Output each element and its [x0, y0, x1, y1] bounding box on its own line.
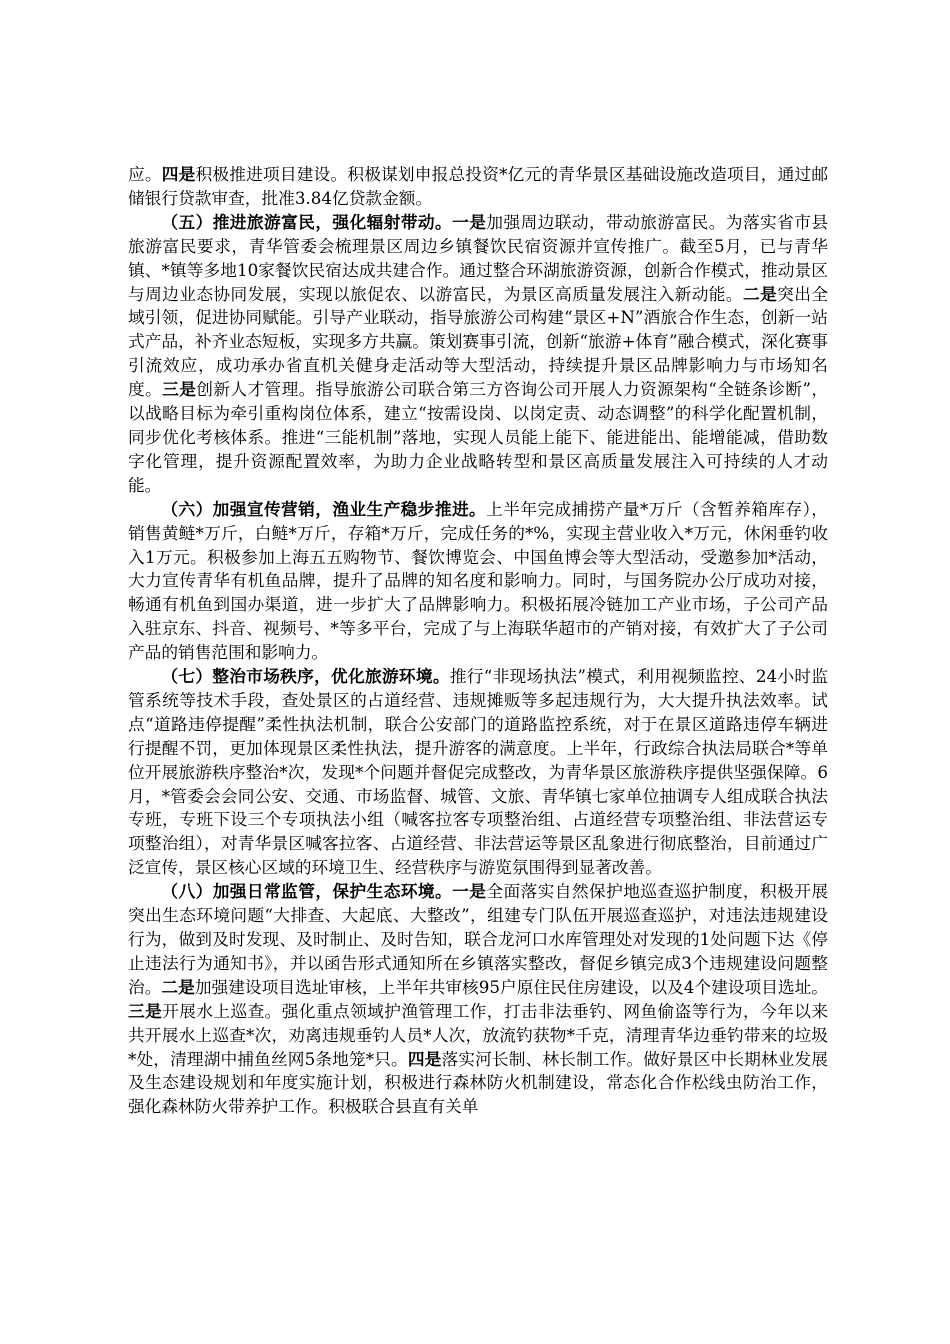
bold-run: 一是 — [452, 211, 487, 232]
bold-run: 二是 — [742, 283, 778, 304]
bold-run: （七）整治市场秩序，优化旅游环境。 — [161, 666, 450, 687]
document-body — [128, 163, 828, 1119]
bold-run: （六）加强宣传营销，渔业生产稳步推进。 — [161, 498, 487, 519]
text-run: 创新人才管理。指导旅游公司联合第三方咨询公司开展人力资源架构“全链条诊断”，以战略目标为牵引重构岗位体系，建立“按需设岗、以岗定责、动态调整”的科学化配置机制，同步优化考核体系。推进“三能机制”落地，实现人员能上能下、能进能出、能增能减，借助数字化管理，提升资源配置效率，为助力企业战略转型和景区高质量发展注入可持续的人才动能。 — [128, 379, 829, 495]
paragraph — [128, 163, 828, 211]
text-run: 上半年完成捕捞产量*万斤（含暂养箱库存），销售黄鲢*万斤，白鲢*万斤，存箱*万斤，完成任务的*%，实现主营业收入*万元，休闲垂钓收入1万元。积极参加上海五五购物节、餐饮博览会、中国鱼博会等大型活动，受邀参加*活动，大力宣传青华有机鱼品牌，提升了品牌的知名度和影响力。同时，与国务院办公厅成功对接，畅通有机鱼到国办渠道，进一步扩大了品牌影响力。积极拓展冷链加工产业市场，子公司产品入驻京东、抖音、视频号、*等多平台，完成了与上海联华超市的产销对接，有效扩大了子公司产品的销售范围和影响力。 — [128, 498, 828, 663]
text-run: 加强周边联动，带动旅游富民。为落实省市县旅游富民要求，青华管委会梳理景区周边乡镇餐饮民宿资源并宣传推广。截至5月，已与青华镇、*镇等多地10家餐饮民宿达成共建合作。通过整合环湖旅游资源，创新合作模式，推动景区与周边业态协同发展，实现以旅促农、以游富民，为景区高质量发展注入新动能。 — [128, 211, 829, 304]
bold-run: （八）加强日常监管，保护生态环境。 — [161, 881, 453, 902]
bold-run: 四是 — [407, 1048, 442, 1069]
text-run: 推行“非现场执法”模式，利用视频监控、24小时监管系统等技术手段，查处景区的占道经营、违规摊贩等多起违规行为，大大提升执法效率。试点“道路违停提醒”柔性执法机制，联合公安部门的道路监控系统，对于在景区道路违停车辆进行提醒不罚，更加体现景区柔性执法，提升游客的满意度。上半年，行政综合执法局联合*等单位开展旅游秩序整治*次，发现*个问题并督促完成整改，为青华景区旅游秩序提供坚强保障。6月，*管委会会同公安、交通、市场监督、城管、文旅、青华镇七家单位抽调专人组成联合执法专班，专班下设三个专项执法小组（喊客拉客专项整治组、占道经营专项整治组、非法营运专项整治组），对青华景区喊客拉客、占道经营、非法营运等景区乱象进行彻底整治，目前通过广泛宣传，景区核心区域的环境卫生、经营秩序与游览氛围得到显著改善。 — [128, 666, 829, 878]
bold-run: （五）推进旅游富民，强化辐射带动。 — [161, 211, 453, 232]
text-run: 突出全域引领，促进协同赋能。引导产业联动，指导旅游公司构建“景区+N”酒旅合作生态，创新一站式产品，补齐业态短板，实现多方共赢。策划赛事引流，创新“旅游+体育”融合模式，深化赛事引流效应，成功承办省直机关健身走活动等大型活动，持续提升景区品牌影响力与市场知名度。 — [128, 283, 829, 400]
text-run: 全面落实自然保护地巡查巡护制度，积极开展突出生态环境问题“大排查、大起底、大整改”，组建专门队伍开展巡查巡护，对违法违规建设行为，做到及时发现、及时制止、及时告知，联合龙河口水库管理处对发现的1处问题下达《停止违法行为通知书》，并以函告形式通知所在乡镇落实整改，督促乡镇完成3个违规建设问题整治。 — [128, 881, 829, 997]
text-run: 落实河长制、林长制工作。做好景区中长期林业发展及生态建设规划和年度实施计划，积极进行森林防火机制建设，常态化合作松线虫防治工作，强化森林防火带养护工作。积极联合县直有关单 — [128, 1048, 828, 1117]
text-run: 积极推进项目建设。积极谋划申报总投资*亿元的青华景区基础设施改造项目，通过邮储银行贷款审查，批准3.84亿贷款金额。 — [128, 164, 829, 208]
bold-run: 四是 — [161, 164, 196, 184]
text-run: 应。 — [128, 164, 162, 184]
paragraph — [128, 880, 828, 1119]
paragraph — [128, 498, 828, 665]
text-run: 加强建设项目选址审核，上半年共审核95户原住民住房建设，以及4个建设项目选址。 — [194, 976, 828, 997]
bold-run: 一是 — [452, 881, 487, 902]
bold-run: 三是 — [128, 1000, 163, 1021]
paragraph — [128, 211, 828, 498]
text-run: 开展水上巡查。强化重点领域护渔管理工作，打击非法垂钓、网鱼偷盗等行为，今年以来共开展水上巡查*次，劝离违规垂钓人员*人次，放流钓获物*千克，清理青华边垂钓带来的垃圾*处，清理湖中捕鱼丝网5条地笼*只。 — [128, 1000, 829, 1069]
paragraph — [128, 665, 828, 880]
bold-run: 三是 — [162, 379, 197, 400]
bold-run: 二是 — [161, 976, 195, 997]
